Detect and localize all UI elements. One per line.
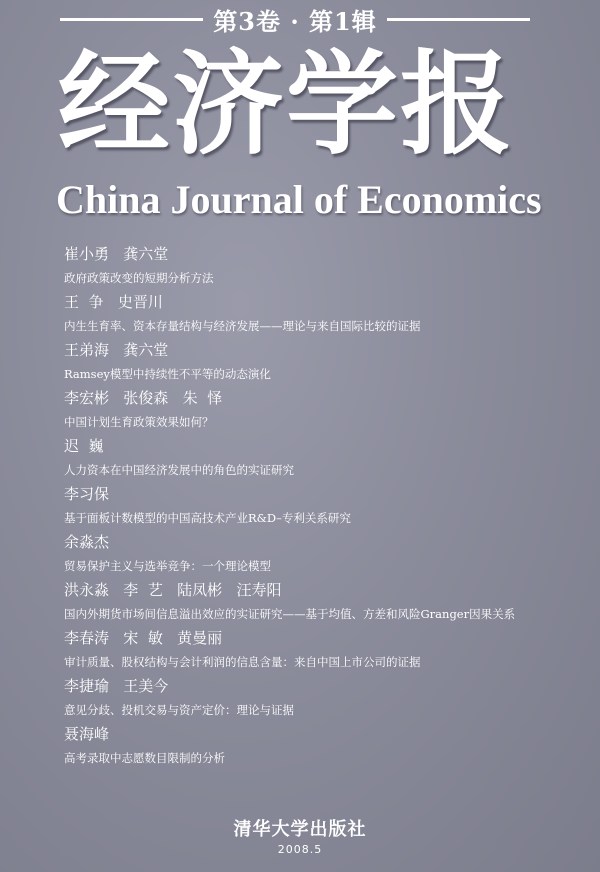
article-authors: 崔小勇 龚六堂: [64, 245, 169, 263]
article-authors: 李春涛 宋 敏 黄曼丽: [64, 629, 223, 647]
article-authors: 聂海峰: [64, 725, 110, 743]
article-entry: [64, 674, 584, 722]
volume-header: [60, 4, 530, 34]
publication-date: 2008.5: [277, 843, 323, 856]
article-entry: [64, 578, 584, 626]
journal-title-chinese: 经济学报: [58, 40, 514, 170]
article-title: 意见分歧、投机交易与资产定价：理论与证据: [64, 703, 294, 717]
article-authors: 王弟海 龚六堂: [64, 341, 169, 359]
article-entry: [64, 338, 584, 386]
article-title: 政府政策改变的短期分析方法: [64, 271, 214, 285]
article-authors: 迟 巍: [64, 437, 104, 455]
article-entry: [64, 482, 584, 530]
article-title: 中国计划生育政策效果如何？: [64, 415, 214, 429]
article-authors: 王 争 史晋川: [64, 293, 163, 311]
journal-title-english: China Journal of Economics: [56, 177, 542, 222]
volume-rule-left: [60, 18, 203, 21]
article-authors: 李习保: [64, 485, 110, 503]
table-of-contents: [64, 242, 584, 770]
article-entry: [64, 722, 584, 770]
article-entry: [64, 530, 584, 578]
article-authors: 李捷瑜 王美今: [64, 677, 169, 695]
article-title: 高考录取中志愿数目限制的分析: [64, 751, 225, 765]
article-authors: 洪永淼 李 艺 陆凤彬 汪寿阳: [64, 581, 282, 599]
article-title: 国内外期货市场间信息溢出效应的实证研究——基于均值、方差和风险Granger因果关系: [64, 607, 516, 621]
article-title: Ramsey模型中持续性不平等的动态演化: [64, 367, 271, 381]
article-title: 内生生育率、资本存量结构与经济发展——理论与来自国际比较的证据: [64, 319, 421, 333]
article-authors: 李宏彬 张俊森 朱 怿: [64, 389, 223, 407]
article-authors: 余淼杰: [64, 533, 110, 551]
article-title: 贸易保护主义与选举竞争：一个理论模型: [64, 559, 271, 573]
article-entry: [64, 626, 584, 674]
article-entry: [64, 242, 584, 290]
article-title: 审计质量、股权结构与会计利润的信息含量：来自中国上市公司的证据: [64, 655, 421, 669]
article-title: 人力资本在中国经济发展中的角色的实证研究: [64, 463, 294, 477]
article-title: 基于面板计数模型的中国高技术产业R&D–专利关系研究: [64, 511, 351, 525]
article-entry: [64, 290, 584, 338]
article-entry: [64, 434, 584, 482]
volume-rule-right: [387, 18, 530, 21]
article-entry: [64, 386, 584, 434]
publisher-name: 清华大学出版社: [233, 819, 367, 840]
volume-label: 第3卷 · 第1辑: [213, 6, 377, 36]
